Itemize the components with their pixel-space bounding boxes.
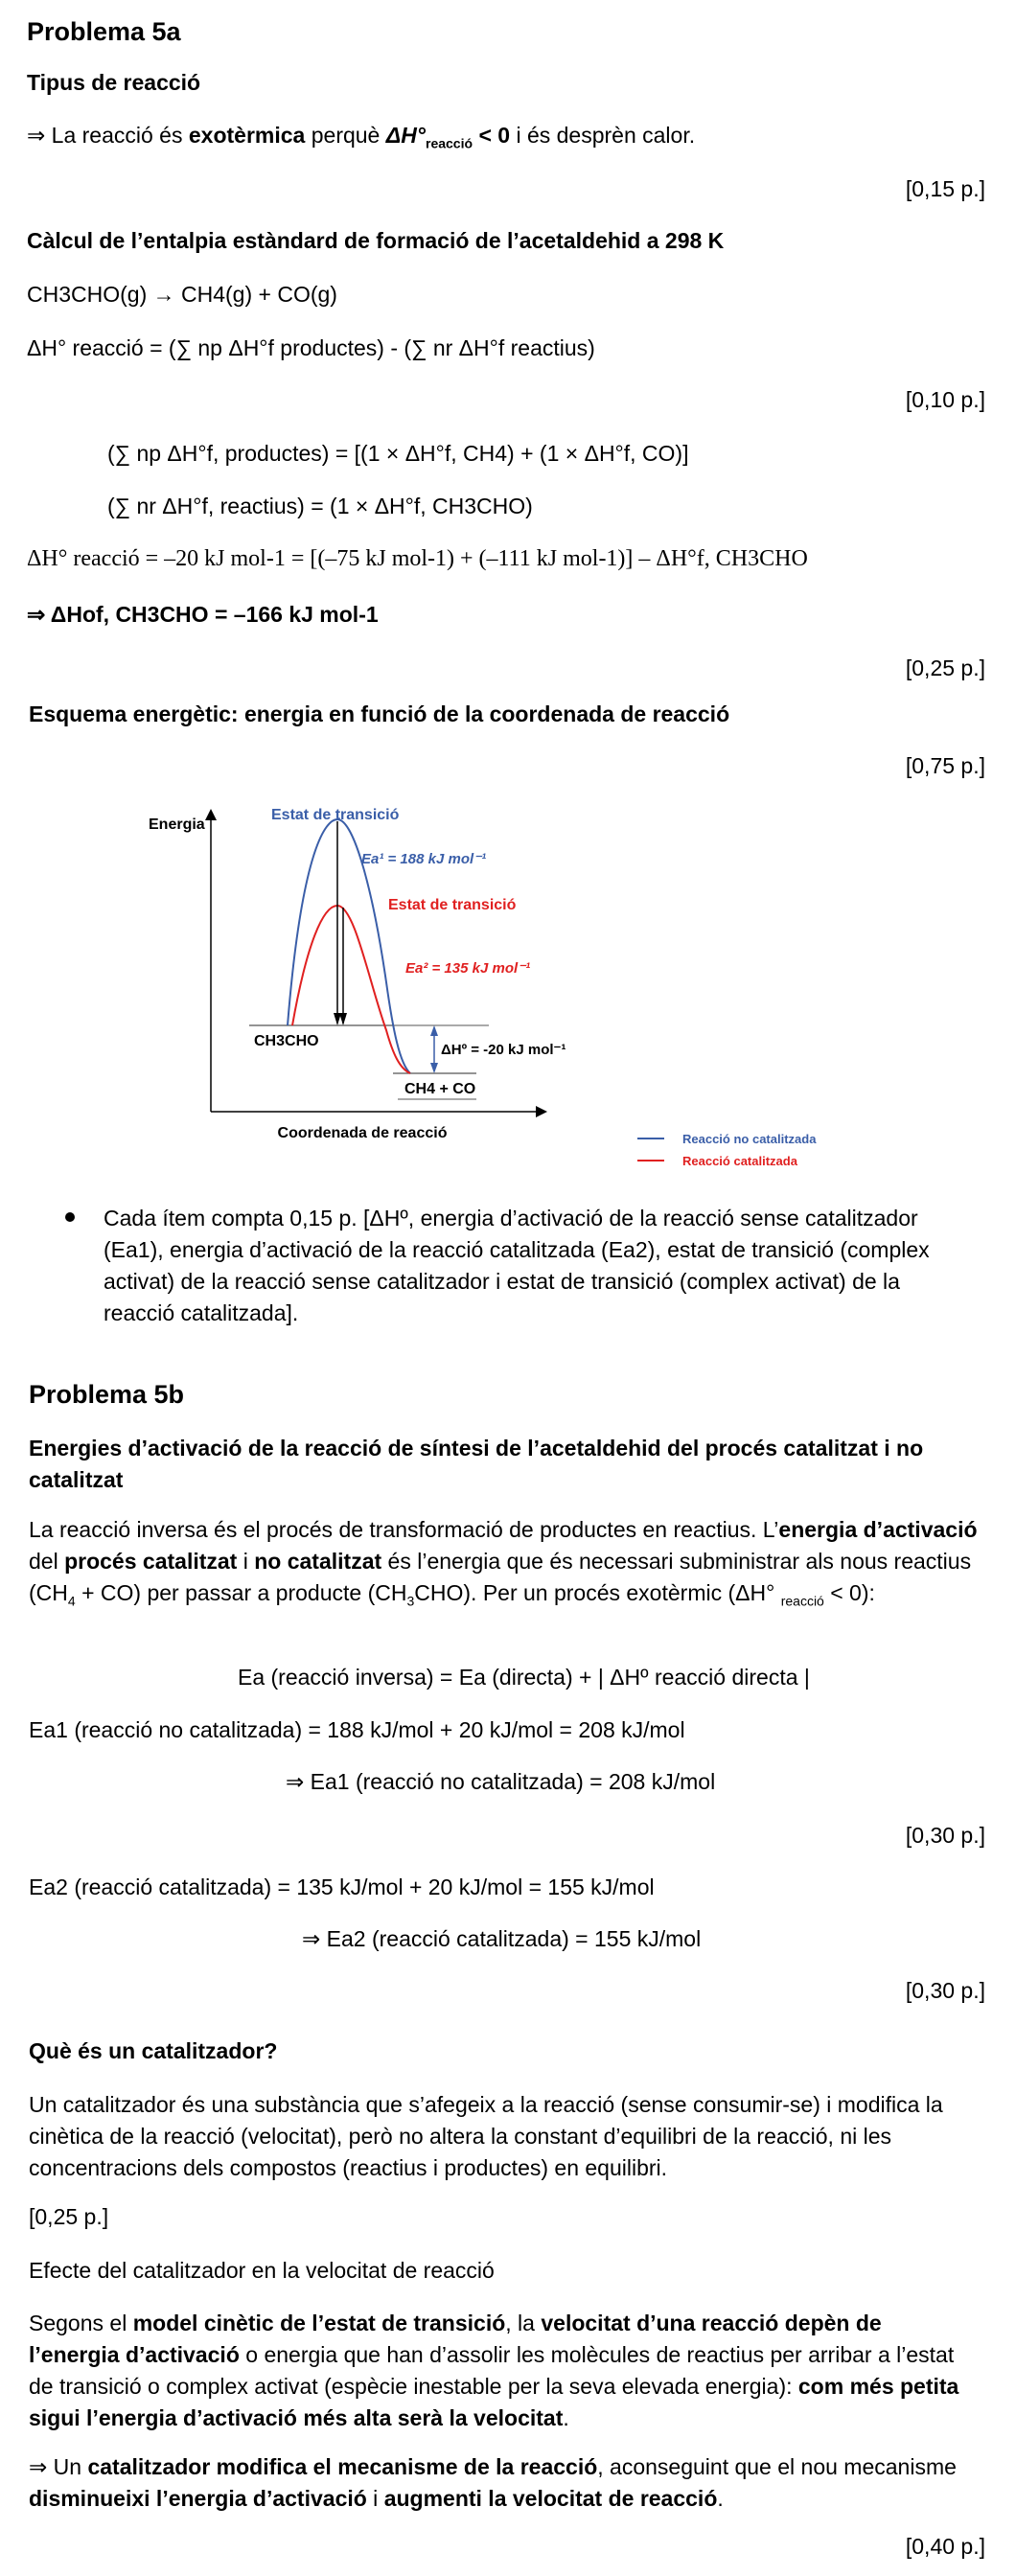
problem-5a-title: Problema 5a bbox=[27, 17, 181, 46]
intro-paragraph: La reacció inversa és el procés de transformació de productes en reactius. L’energia d’activació del procés catalitzat i no catalitzat és l’energia que és necessari subministrar als nous reactius $(CH_4 + CO)$ per passar a producte $(CH_3CHO)$. Per un procés exotèrmic (ΔH° $_{reacció}$ < 0): bbox=[29, 1517, 978, 1609]
ea2-result: ⇒ Ea2 (reacció catalitzada) = 155 kJ/mol bbox=[302, 1926, 702, 1951]
ea1-calculation: Ea1 (reacció no catalitzada) = 188 kJ/mol + 20 kJ/mol = 208 kJ/mol bbox=[29, 1717, 685, 1742]
numeric-line: ΔH° reacció = –20 kJ mol-1 = [(–75 kJ mol-1) + (–111 kJ mol-1)] – ΔH°f, CH3CHO bbox=[27, 546, 808, 571]
effect-heading: Efecte del catalitzador en la velocitat de reacció bbox=[29, 2258, 495, 2283]
inverse-activation-formula: Ea (reacció inversa) = Ea (directa) + | ΔHº reacció directa | bbox=[238, 1665, 810, 1690]
points-label: [0,10 p.] bbox=[905, 387, 985, 412]
points-label: [0,25 p.] bbox=[29, 2204, 109, 2229]
ts-catalysed-label: Estat de transició bbox=[388, 897, 517, 913]
legend-uncatalysed-label: Reacció no catalitzada bbox=[682, 1132, 817, 1146]
ea1-label: Ea¹ = 188 kJ mol⁻¹ bbox=[361, 851, 487, 867]
legend-catalysed-label: Reacció catalitzada bbox=[682, 1154, 797, 1168]
hess-law-line: ΔH° reacció = (∑ np ΔH°f productes) - (∑ nr ΔH°f reactius) bbox=[27, 335, 595, 360]
x-axis-label: Coordenada de reacció bbox=[277, 1125, 448, 1141]
reactants-sum-line: (∑ nr ΔH°f, reactius) = (1 × ΔH°f, CH3CHO) bbox=[107, 494, 533, 518]
result-line: ⇒ ΔHof, CH3CHO = –166 kJ mol-1 bbox=[27, 602, 379, 627]
reaction-equation: CH3CHO(g) → CH4(g) + CO(g) bbox=[27, 282, 337, 307]
kinetic-model-paragraph: Segons el model cinètic de l’estat de transició, la velocitat d’una reacció depèn de l’energia d’activació o energia que han d’assolir les molècules de reactius per arribar a l’estat de transició o complex activat (espècie inestable per la seva elevada energia): com més petita sigui l’energia d’activació més alta serà la velocitat. bbox=[29, 2311, 959, 2430]
problem-5b-title: Problema 5b bbox=[29, 1380, 185, 1409]
product-label: CH4 + CO bbox=[404, 1081, 476, 1097]
reaction-type-text: ⇒ La reacció és exotèrmica perquè $\Delta H^\circ_{reacció} < 0$ i és desprèn calor. bbox=[27, 123, 696, 151]
points-label: [0,75 p.] bbox=[905, 753, 985, 778]
y-axis-label: Energia bbox=[149, 816, 205, 833]
reaction-type-heading: Tipus de reacció bbox=[27, 70, 201, 95]
bullet-dot bbox=[65, 1212, 75, 1222]
points-label: [0,40 p.] bbox=[905, 2534, 985, 2559]
energy-diagram bbox=[139, 791, 867, 1174]
ea2-calculation: Ea2 (reacció catalitzada) = 135 kJ/mol + 20 kJ/mol = 155 kJ/mol bbox=[29, 1874, 655, 1899]
ts-uncatalysed-label: Estat de transició bbox=[271, 807, 400, 823]
bullet-item: Cada ítem compta 0,15 p. [ΔHº, energia d’activació de la reacció sense catalitzador (Ea1), energia d’activació de la reacció catalitzada (Ea2), estat de transició (complex activat) de la reacció sense catalitzador i estat de transició (complex activat) de la reacció catalitzada]. bbox=[67, 1203, 968, 1329]
ea1-result: ⇒ Ea1 (reacció no catalitzada) = 208 kJ/mol bbox=[286, 1769, 716, 1794]
enthalpy-heading: Càlcul de l’entalpia estàndard de formació de l’acetaldehid a 298 K bbox=[27, 228, 725, 253]
points-label: [0,25 p.] bbox=[905, 656, 985, 680]
energy-diagram-heading: Esquema energètic: energia en funció de la coordenada de reacció bbox=[29, 702, 730, 726]
products-sum-line: (∑ np ΔH°f, productes) = [(1 × ΔH°f, CH4) + (1 × ΔH°f, CO)] bbox=[107, 441, 689, 466]
points-label: [0,15 p.] bbox=[905, 176, 985, 201]
activation-energies-heading: Energies d’activació de la reacció de síntesi de l’acetaldehid del procés catalitzat i no catalitzat bbox=[29, 1436, 924, 1492]
points-label: [0,30 p.] bbox=[905, 1978, 985, 2003]
conclusion-paragraph: ⇒ Un catalitzador modifica el mecanisme de la reacció, aconseguint que el nou mecanisme disminueixi l’energia d’activació i augmenti la velocitat de reacció. bbox=[29, 2454, 957, 2511]
points-label: [0,30 p.] bbox=[905, 1823, 985, 1848]
catalyst-heading: Què és un catalitzador? bbox=[29, 2038, 278, 2063]
reactant-label: CH3CHO bbox=[254, 1033, 319, 1049]
dh-label: ΔHº = -20 kJ mol⁻¹ bbox=[441, 1042, 566, 1058]
catalyst-paragraph: Un catalitzador és una substància que s’afegeix a la reacció (sense consumir-se) i modifica la cinètica de la reacció (velocitat), però no altera la constant d’equilibri de la reacció, ni les concentracions dels compostos (reactius i productes) en equilibri. bbox=[29, 2092, 943, 2180]
ea2-label: Ea² = 135 kJ mol⁻¹ bbox=[405, 960, 531, 977]
